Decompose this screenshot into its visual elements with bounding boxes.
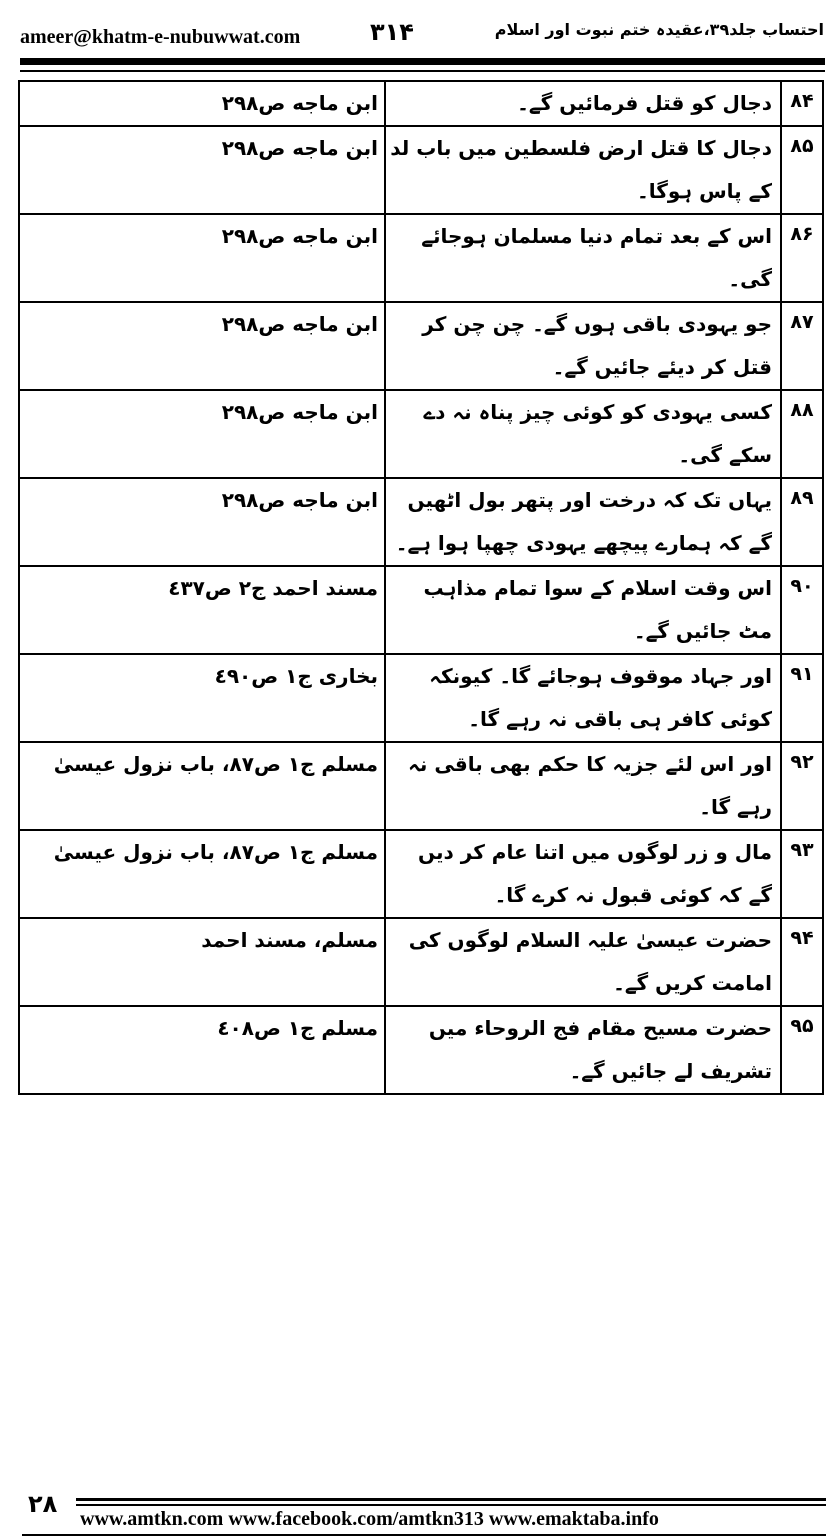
row-statement: دجال کا قتل ارض فلسطین میں باب لد کے پاس ہوگا۔ <box>385 126 781 214</box>
table-row <box>19 214 823 302</box>
row-number: ۸۷ <box>781 302 823 390</box>
row-source: ابن ماجه ص۲۹۸ <box>19 81 385 126</box>
row-number: ۸۸ <box>781 390 823 478</box>
row-source: مسلم، مسند احمد <box>19 918 385 1006</box>
row-statement: مال و زر لوگوں میں اتنا عام کر دیں گے کہ کوئی قبول نہ کرے گا۔ <box>385 830 781 918</box>
table-row <box>19 742 823 830</box>
row-source: ابن ماجه ص۲۹۸ <box>19 478 385 566</box>
row-statement: اور اس لئے جزیہ کا حکم بھی باقی نہ رہے گا۔ <box>385 742 781 830</box>
row-number: ۸۴ <box>781 81 823 126</box>
row-source: مسلم ج۱ ص۸۷، باب نزول عیسیٰ <box>19 742 385 830</box>
footer-page-number: ۲۸ <box>28 1490 58 1518</box>
table-row <box>19 654 823 742</box>
table-row <box>19 302 823 390</box>
row-number: ۹۲ <box>781 742 823 830</box>
header-rule-thick <box>20 58 825 65</box>
footer-rule <box>22 1534 826 1536</box>
row-statement: دجال کو قتل فرمائیں گے۔ <box>385 81 781 126</box>
book-title: احتساب جلد۳۹،عقیدہ ختم نبوت اور اسلام <box>494 20 824 39</box>
row-source: مسلم ج۱ ص٤٠٨ <box>19 1006 385 1094</box>
header-rule-thin <box>20 70 825 72</box>
row-statement: اس وقت اسلام کے سوا تمام مذاہب مٹ جائیں گے۔ <box>385 566 781 654</box>
row-number: ۸۶ <box>781 214 823 302</box>
table-row <box>19 1006 823 1094</box>
table-row <box>19 390 823 478</box>
row-number: ۸۵ <box>781 126 823 214</box>
table-row <box>19 566 823 654</box>
footer-rule <box>76 1504 826 1506</box>
page-number: ۳۱۴ <box>370 18 414 46</box>
row-number: ۹۰ <box>781 566 823 654</box>
row-source: مسلم ج۱ ص۸۷، باب نزول عیسیٰ <box>19 830 385 918</box>
table-row <box>19 478 823 566</box>
row-statement: اور جہاد موقوف ہوجائے گا۔ کیونکہ کوئی کافر ہی باقی نہ رہے گا۔ <box>385 654 781 742</box>
row-statement: کسی یہودی کو کوئی چیز پناہ نہ دے سکے گی۔ <box>385 390 781 478</box>
page-footer <box>22 1490 826 1536</box>
table-row <box>19 830 823 918</box>
row-statement: حضرت عیسیٰ علیہ السلام لوگوں کی امامت کریں گے۔ <box>385 918 781 1006</box>
footer-links: www.amtkn.com www.facebook.com/amtkn313 www.emaktaba.info <box>80 1508 659 1530</box>
row-source: بخاری ج۱ ص٤٩٠ <box>19 654 385 742</box>
row-number: ۸۹ <box>781 478 823 566</box>
row-source: ابن ماجه ص۲۹۸ <box>19 214 385 302</box>
row-number: ۹۴ <box>781 918 823 1006</box>
row-statement: یہاں تک کہ درخت اور پتھر بول اٹھیں گے کہ ہمارے پیچھے یہودی چھپا ہوا ہے۔ <box>385 478 781 566</box>
footer-rule <box>76 1498 826 1501</box>
row-statement: حضرت مسیح مقام فج الروحاء میں تشریف لے جائیں گے۔ <box>385 1006 781 1094</box>
row-statement: جو یہودی باقی ہوں گے۔ چن چن کر قتل کر دیئے جائیں گے۔ <box>385 302 781 390</box>
header-email: ameer@khatm-e-nubuwwat.com <box>20 26 301 48</box>
row-source: ابن ماجه ص۲۹۸ <box>19 390 385 478</box>
row-source: ابن ماجه ص۲۹۸ <box>19 126 385 214</box>
table-row <box>19 81 823 126</box>
references-table <box>18 80 824 1095</box>
table-row <box>19 918 823 1006</box>
row-source: ابن ماجه ص۲۹۸ <box>19 302 385 390</box>
table-row <box>19 126 823 214</box>
row-number: ۹۱ <box>781 654 823 742</box>
row-source: مسند احمد ج۲ ص٤٣٧ <box>19 566 385 654</box>
row-number: ۹۳ <box>781 830 823 918</box>
row-number: ۹۵ <box>781 1006 823 1094</box>
page-header <box>18 14 824 50</box>
row-statement: اس کے بعد تمام دنیا مسلمان ہوجائے گی۔ <box>385 214 781 302</box>
